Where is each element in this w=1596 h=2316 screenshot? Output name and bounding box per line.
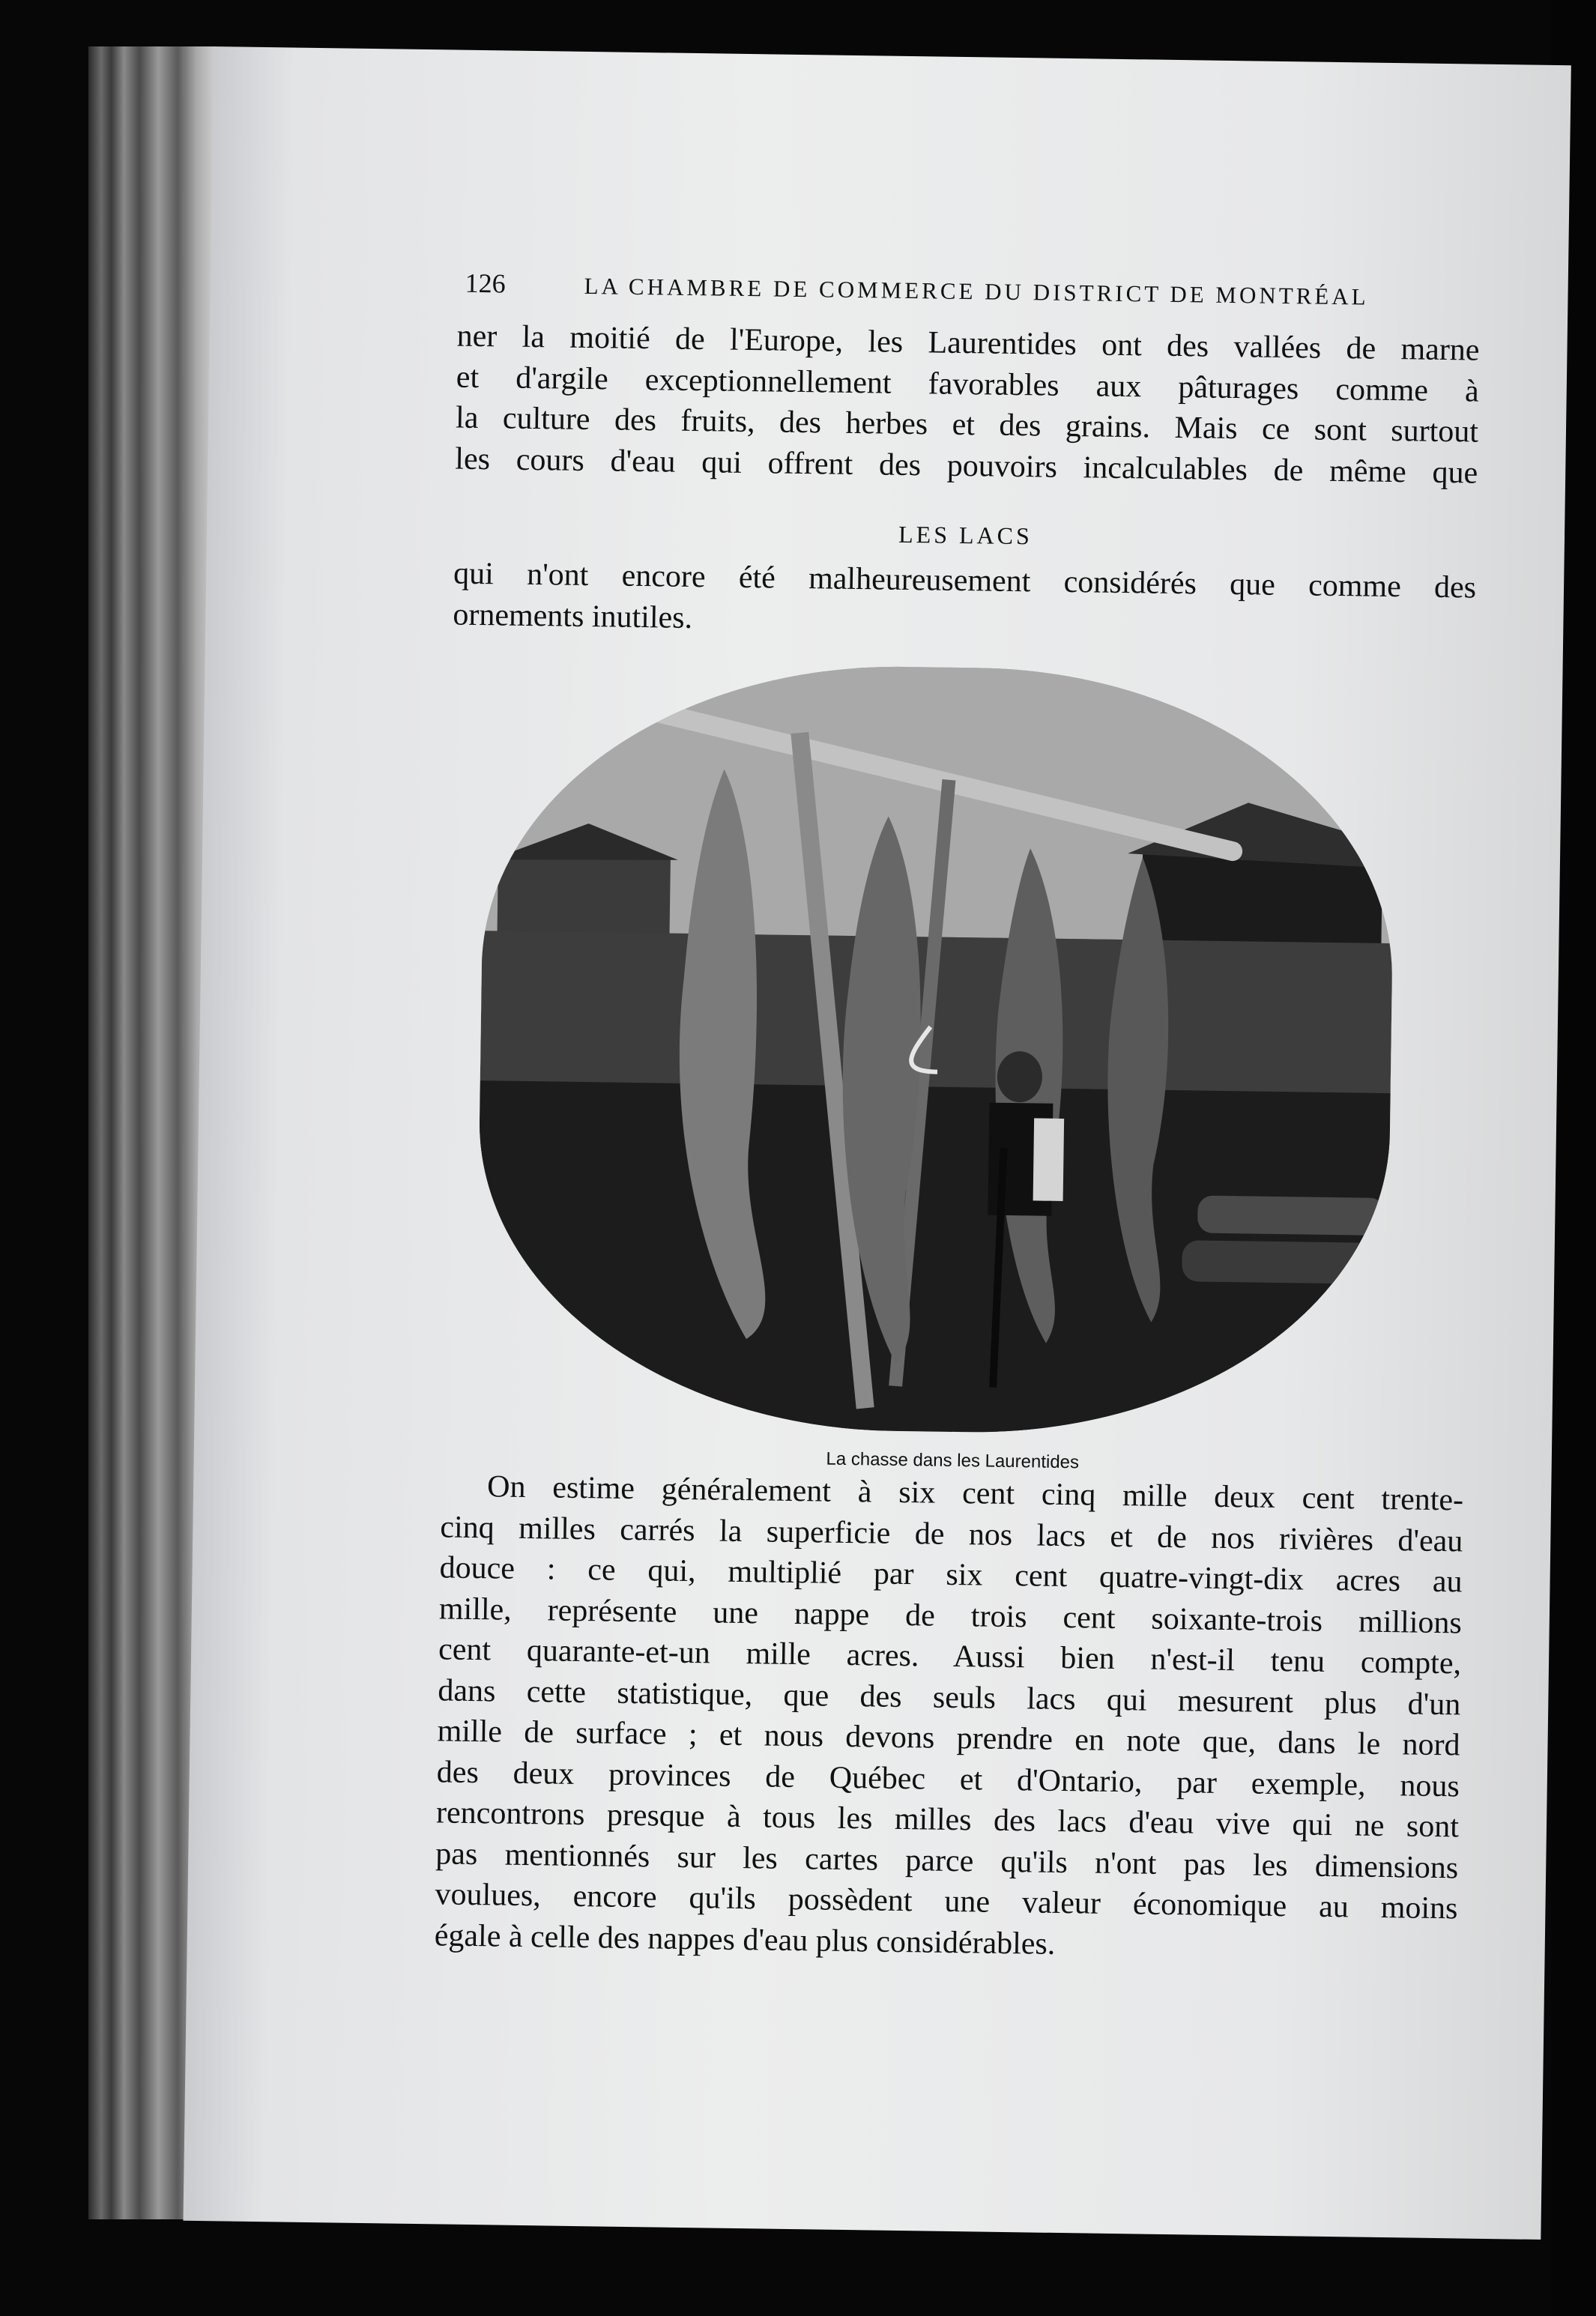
text-line: cinq milles carrés la superficie de nos lacs et de nos rivières d'eau [440,1509,1463,1558]
text-line: mille, représente une nappe de trois cent soixante-trois millions [438,1591,1463,1640]
text-line: dans cette statistique, que des seuls lacs qui mesurent plus d'un [438,1672,1461,1722]
text-line: et d'argile exceptionnellement favorables aux pâturages comme à [456,360,1480,409]
text-line: des deux provinces de Québec et d'Ontario, par exemple, nous [436,1754,1460,1803]
text-line: les cours d'eau qui offrent des pouvoirs incalculables de même que [455,441,1478,491]
page-header [465,267,1574,315]
page-number: 126 [465,267,506,299]
section-heading: LES LACS [898,520,1033,550]
text-line: la culture des fruits, des herbes et des grains. Mais ce sont surtout [455,400,1479,450]
paragraph-continued [455,316,1480,494]
text-line: ornements inutiles. [453,597,693,635]
text-line: cent quarante-et-un mille acres. Aussi bien n'est-il tenu compte, [438,1632,1462,1681]
running-head: LA CHAMBRE DE COMMERCE DU DISTRICT DE MONTRÉAL [584,272,1369,310]
book-page [183,46,1571,2240]
text-line: douce : ce qui, multiplié par six cent quatre-vingt-dix acres au [439,1550,1463,1600]
photo-caption: La chasse dans les Laurentides [826,1448,1080,1473]
text-line: qui n'ont encore été malheureusement considérés que comme des [453,556,1477,605]
text-line: ner la moitié de l'Europe, les Laurentides ont des vallées de marne [456,318,1480,368]
paragraph-lakes [434,1466,1463,1970]
text-line: rencontrons presque à tous les milles des lacs d'eau vive qui ne sont [435,1795,1460,1845]
text-line: voulues, encore qu'ils possèdent une valeur économique au moins [435,1877,1458,1926]
photo-hunting-deer-hanging-icon [475,661,1396,1438]
hunting-photo [475,661,1396,1438]
text-line: mille de surface ; et nous devons prendre en note que, dans le nord [437,1714,1460,1763]
text-line: égale à celle des nappes d'eau plus considérables. [434,1917,1056,1962]
paragraph-continued-2 [453,554,1476,650]
text-line: pas mentionnés sur les cartes parce qu'ils n'ont pas les dimensions [435,1836,1459,1885]
text-line: On estime généralement à six cent cinq mille deux cent trente- [486,1469,1464,1518]
